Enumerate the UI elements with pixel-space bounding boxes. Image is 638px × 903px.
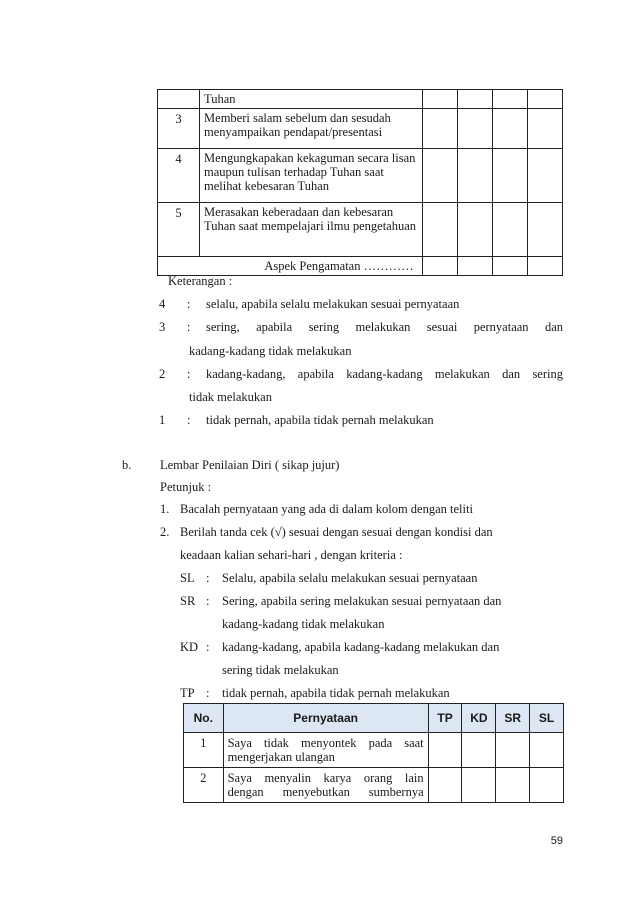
table-header-row (184, 704, 564, 733)
column-header: SR (496, 704, 530, 733)
criteria-separator: : (206, 640, 210, 654)
table-row (184, 768, 564, 803)
statement-cell: Mengungkapakan kekaguman secara lisan maupun tulisan terhadap Tuhan saat melihat kebesaran Tuhan (200, 149, 423, 203)
legend-separator: : (187, 320, 191, 334)
page-number: 59 (550, 835, 563, 847)
score-cell (457, 109, 492, 149)
criteria-text: kadang-kadang, apabila kadang-kadang melakukan dan (222, 640, 500, 654)
score-cell (492, 203, 527, 257)
row-number: 4 (158, 149, 200, 203)
row-number (158, 90, 200, 109)
criteria-text: Selalu, apabila selalu melakukan sesuai pernyataan (222, 571, 478, 585)
legend-number: 3 (159, 320, 166, 334)
table-row (158, 90, 563, 109)
legend-text-continued: tidak melakukan (189, 390, 272, 404)
row-number: 1 (184, 733, 224, 768)
section-title: Lembar Penilaian Diri ( sikap jujur) (160, 458, 340, 472)
table-row (158, 109, 563, 149)
statement-line: mengerjakan ulangan (227, 750, 335, 764)
score-cell (457, 149, 492, 203)
legend-number: 1 (159, 413, 166, 427)
self-assessment-table (183, 703, 564, 803)
legend-text: sering, apabila sering melakukan sesuai pernyataan dan (206, 320, 563, 334)
statement-cell (223, 768, 428, 803)
score-cell (527, 109, 562, 149)
criteria-code: KD (180, 640, 199, 654)
legend-text: tidak pernah, apabila tidak pernah melakukan (206, 413, 434, 427)
score-cell (422, 257, 457, 276)
row-number: 3 (158, 109, 200, 149)
step-text-continued: keadaan kalian sehari-hari , dengan kriteria : (180, 548, 403, 562)
statement-cell: Tuhan (200, 90, 423, 109)
score-cell (457, 257, 492, 276)
criteria-separator: : (206, 686, 210, 700)
legend-text-continued: kadang-kadang tidak melakukan (189, 344, 352, 358)
step-text: Bacalah pernyataan yang ada di dalam kolom dengan teliti (180, 502, 473, 516)
column-header: KD (462, 704, 496, 733)
score-cell (422, 90, 457, 109)
checkbox-cell[interactable] (462, 733, 496, 768)
score-cell (492, 257, 527, 276)
table-row (158, 203, 563, 257)
table-row (184, 733, 564, 768)
checkbox-cell[interactable] (530, 733, 564, 768)
criteria-text: Sering, apabila sering melakukan sesuai pernyataan dan (222, 594, 502, 608)
column-header: Pernyataan (223, 704, 428, 733)
criteria-code: TP (180, 686, 195, 700)
statement-line: Saya tidak menyontek pada saat (227, 736, 424, 750)
criteria-text: tidak pernah, apabila tidak pernah melakukan (222, 686, 450, 700)
column-header: TP (428, 704, 462, 733)
criteria-code: SR (180, 594, 196, 608)
score-cell (527, 90, 562, 109)
statement-cell: Merasakan keberadaan dan kebesaran Tuhan saat mempelajari ilmu pengetahuan (200, 203, 423, 257)
criteria-separator: : (206, 571, 210, 585)
legend-text: kadang-kadang, apabila kadang-kadang melakukan dan sering (206, 367, 563, 381)
criteria-separator: : (206, 594, 210, 608)
score-cell (422, 203, 457, 257)
column-header: No. (184, 704, 224, 733)
checkbox-cell[interactable] (428, 768, 462, 803)
score-cell (457, 90, 492, 109)
row-number: 5 (158, 203, 200, 257)
checkbox-cell[interactable] (462, 768, 496, 803)
score-cell (527, 257, 562, 276)
score-cell (527, 203, 562, 257)
legend-number: 4 (159, 297, 166, 311)
legend-separator: : (187, 367, 191, 381)
petunjuk-label: Petunjuk : (160, 480, 212, 494)
observation-table (157, 89, 563, 276)
legend-separator: : (187, 413, 191, 427)
table-row (158, 149, 563, 203)
statement-cell (223, 733, 428, 768)
criteria-text-continued: kadang-kadang tidak melakukan (222, 617, 385, 631)
score-cell (492, 149, 527, 203)
criteria-text-continued: sering tidak melakukan (222, 663, 339, 677)
statement-line: Saya menyalin karya orang lain (227, 771, 424, 785)
legend-separator: : (187, 297, 191, 311)
aspect-footer: Aspek Pengamatan ………… (158, 257, 423, 276)
row-number: 2 (184, 768, 224, 803)
checkbox-cell[interactable] (496, 768, 530, 803)
column-header: SL (530, 704, 564, 733)
score-cell (422, 109, 457, 149)
score-cell (492, 109, 527, 149)
checkbox-cell[interactable] (496, 733, 530, 768)
step-number: 2. (160, 525, 170, 539)
criteria-code: SL (180, 571, 195, 585)
statement-line: dengan menyebutkan sumbernya (227, 785, 424, 799)
legend-text: selalu, apabila selalu melakukan sesuai pernyataan (206, 297, 460, 311)
score-cell (527, 149, 562, 203)
checkbox-cell[interactable] (530, 768, 564, 803)
table-row (158, 257, 563, 276)
legend-number: 2 (159, 367, 166, 381)
score-cell (422, 149, 457, 203)
score-cell (457, 203, 492, 257)
step-number: 1. (160, 502, 170, 516)
keterangan-title: Keterangan : (168, 274, 233, 288)
statement-cell: Memberi salam sebelum dan sesudah menyampaikan pendapat/presentasi (200, 109, 423, 149)
step-text: Berilah tanda cek (√) sesuai dengan sesuai dengan kondisi dan (180, 525, 493, 539)
checkbox-cell[interactable] (428, 733, 462, 768)
score-cell (492, 90, 527, 109)
section-marker: b. (122, 458, 132, 472)
